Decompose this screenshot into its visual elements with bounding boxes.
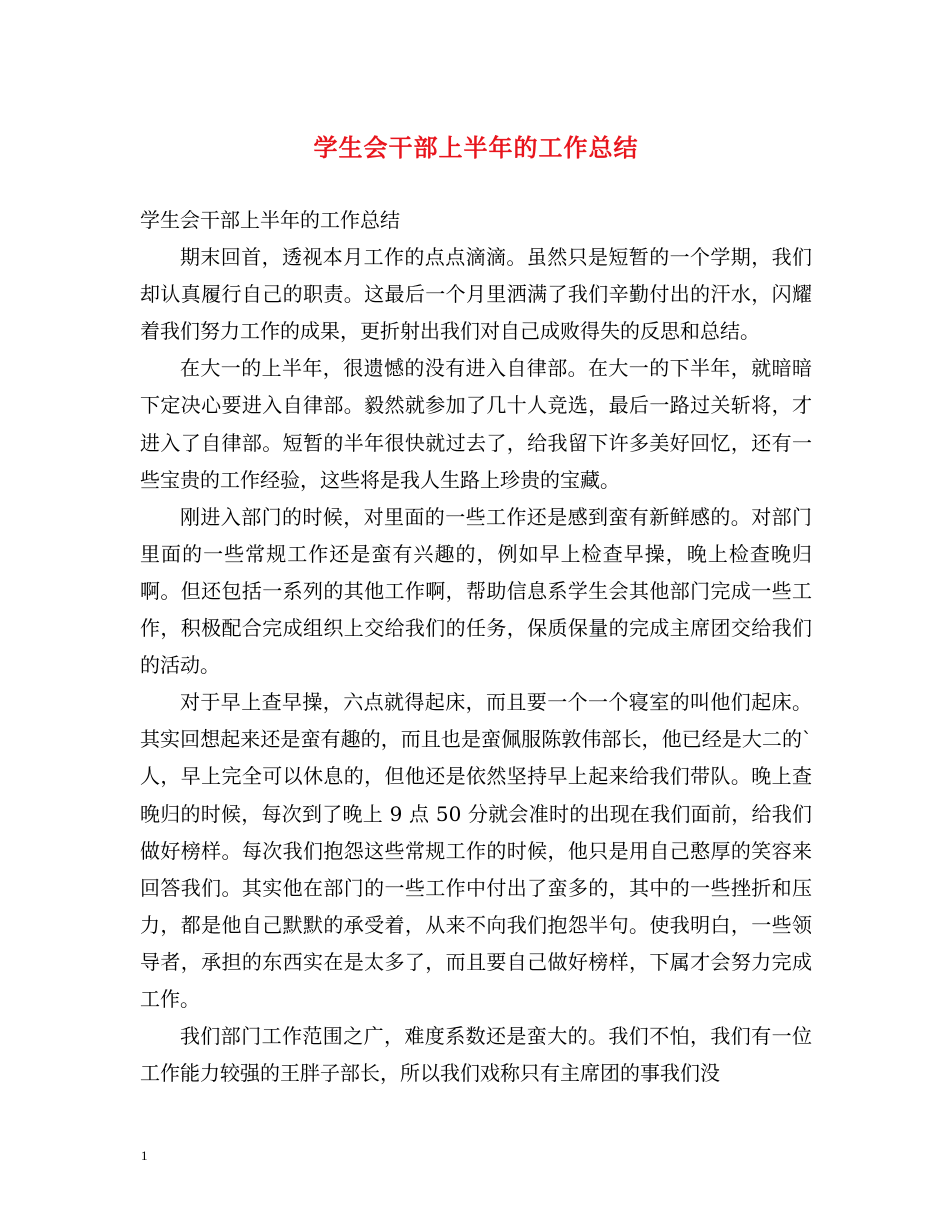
paragraph: 对于早上查早操，六点就得起床，而且要一个一个寝室的叫他们起床。其实回想起来还是蛮有趣的，而且也是蛮佩服陈敦伟部长，他已经是大二的`人，早上完全可以休息的，但他还是依然坚持早上起来给我们带队。晚上查晚归的时候，每次到了晚上 9 点 50 分就会准时的出现在我们面前，给我们做好榜样。每次我们抱怨这些常规工作的时候，他只是用自己憨厚的笑容来回答我们。其实他在部门的一些工作中付出了蛮多的，其中的一些挫折和压力，都是他自己默默的承受着，从来不向我们抱怨半句。使我明白，一些领导者，承担的东西实在是太多了，而且要自己做好榜样，下属才会努力完成工作。 (140, 690, 812, 1011)
paragraph: 期末回首，透视本月工作的点点滴滴。虽然只是短暂的一个学期，我们却认真履行自己的职责。这最后一个月里洒满了我们辛勤付出的汗水，闪耀着我们努力工作的成果，更折射出我们对自己成败得失的反思和总结。 (140, 245, 812, 344)
paragraph: 我们部门工作范围之广，难度系数还是蛮大的。我们不怕，我们有一位工作能力较强的王胖子部长，所以我们戏称只有主席团的事我们没 (140, 1024, 812, 1086)
document-body (140, 202, 812, 1092)
paragraph: 在大一的上半年，很遗憾的没有进入自律部。在大一的下半年，就暗暗下定决心要进入自律部。毅然就参加了几十人竞选，最后一路过关斩将，才进入了自律部。短暂的半年很快就过去了，给我留下许多美好回忆，还有一些宝贵的工作经验，这些将是我人生路上珍贵的宝藏。 (140, 356, 812, 492)
paragraph: 刚进入部门的时候，对里面的一些工作还是感到蛮有新鲜感的。对部门里面的一些常规工作还是蛮有兴趣的，例如早上检查早操，晚上检查晚归啊。但还包括一系列的其他工作啊，帮助信息系学生会其他部门完成一些工作，积极配合完成组织上交给我们的任务，保质保量的完成主席团交给我们的活动。 (140, 504, 812, 678)
document-title: 学生会干部上半年的工作总结 (313, 133, 639, 162)
document-subtitle: 学生会干部上半年的工作总结 (140, 208, 400, 232)
page-number: 1 (141, 1148, 148, 1163)
